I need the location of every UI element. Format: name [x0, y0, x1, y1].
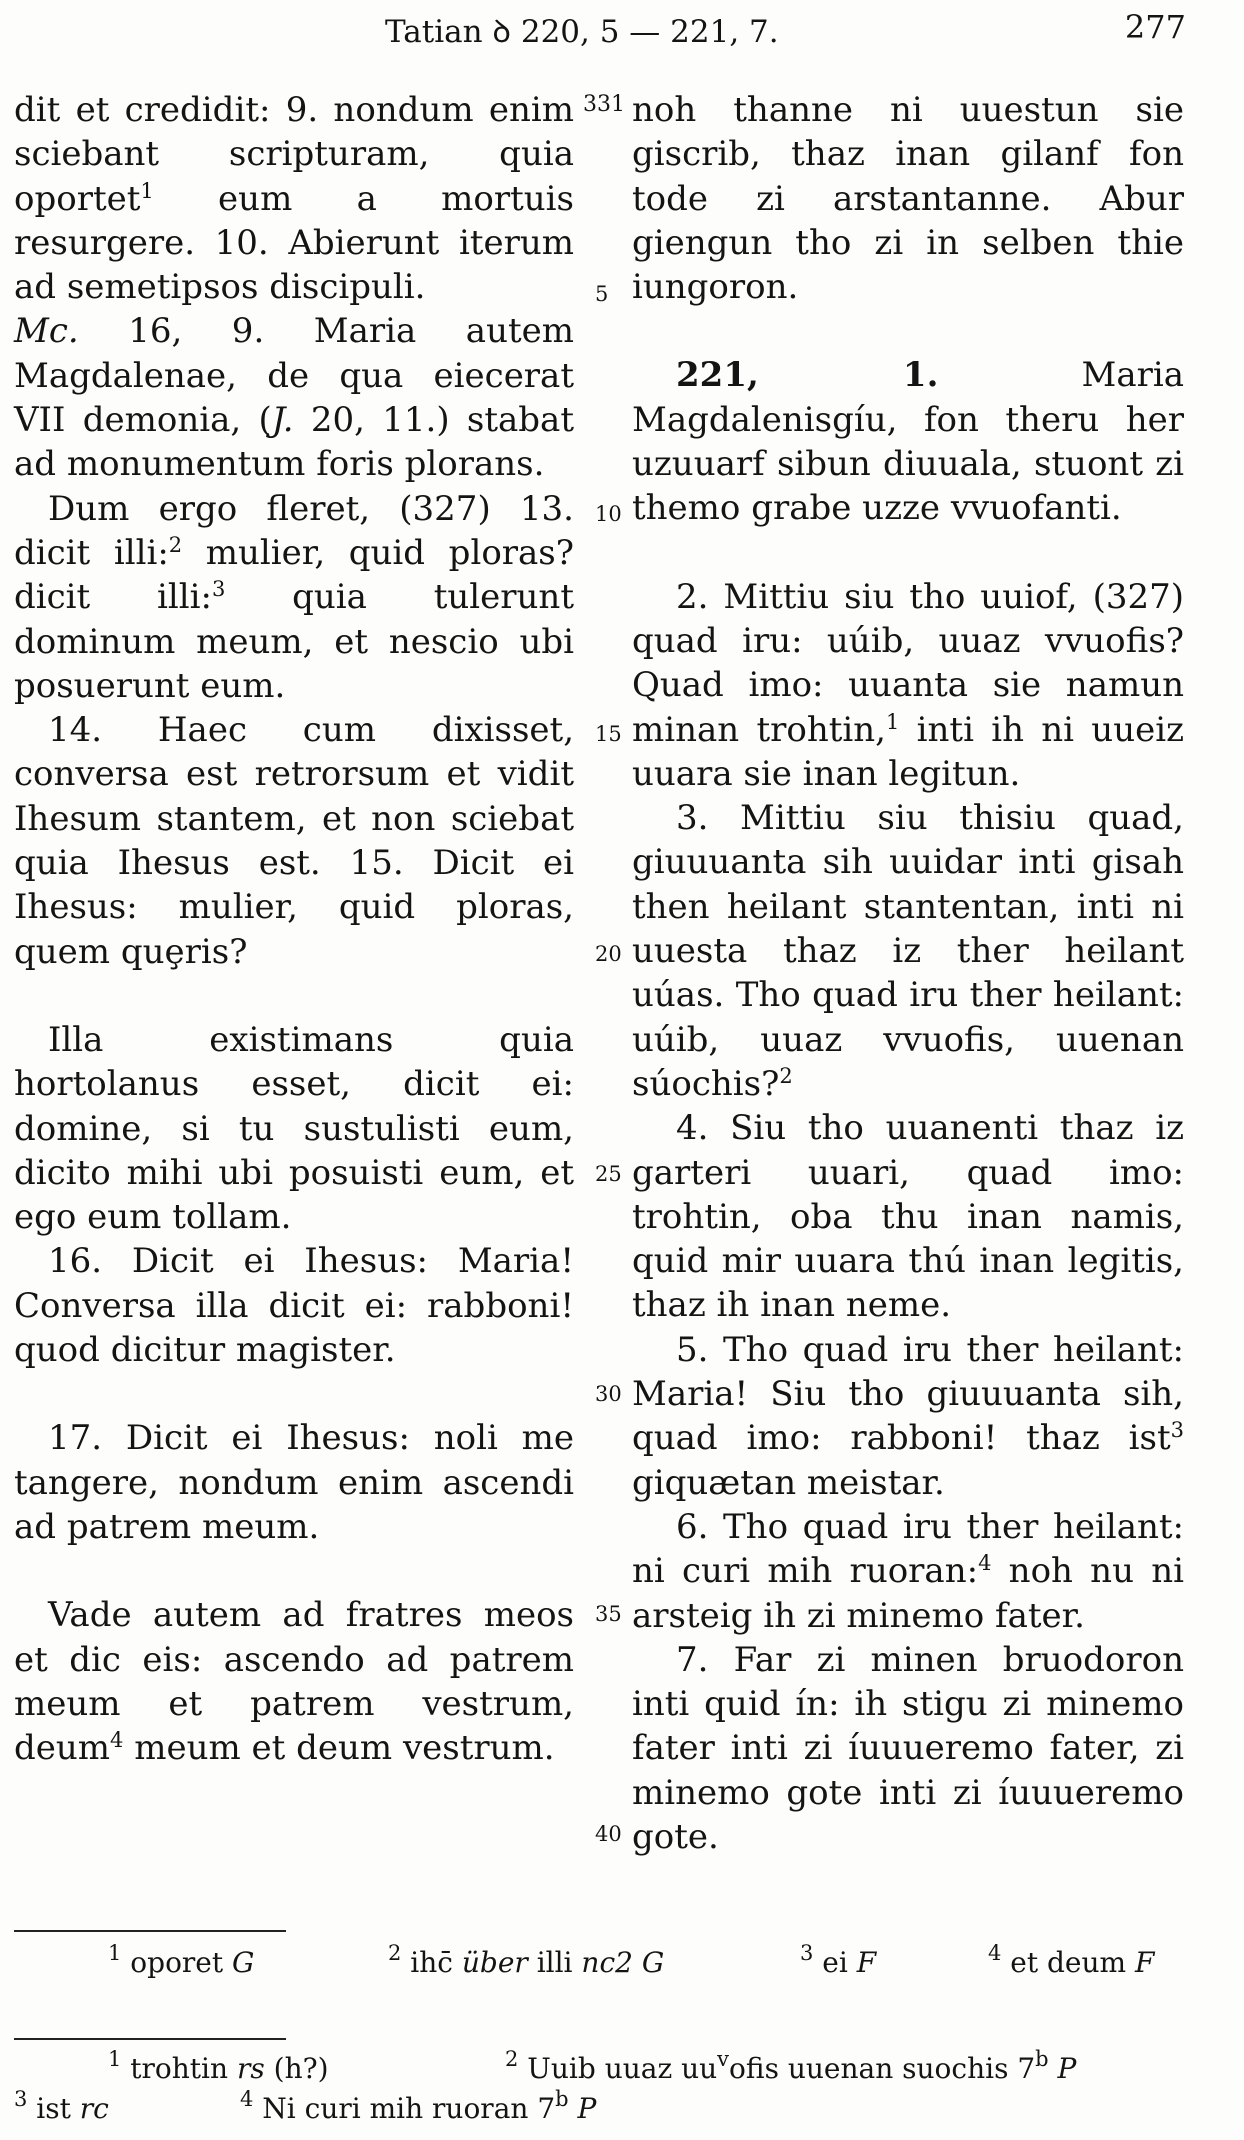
latin-footnote: $^4$ et deum F	[988, 1941, 1155, 1979]
footnote-mark: 2	[779, 1063, 793, 1088]
latin-column	[14, 88, 574, 1770]
line-number: 15	[595, 722, 622, 746]
latin-footnote: $^3$ ei F	[800, 1941, 877, 1979]
footnote-mark: 2	[168, 532, 183, 557]
latin-paragraph: Dum ergo fleret, (327) 13. dicit illi:$^2$ mulier, quid ploras? dicit illi:$^3$ quia tulerunt dominum meum, et nescio ubi posuerunt eum.	[14, 488, 574, 706]
line-number: 10	[595, 502, 622, 526]
column-marker: 331	[583, 92, 625, 117]
footnote-mark: 4	[978, 1551, 992, 1576]
footnote-mark: 1	[885, 709, 900, 734]
ohg-footnote: $^3$ ist rc	[14, 2087, 109, 2125]
gospel-reference: J.	[271, 400, 294, 441]
ohg-paragraph: 6. Tho quad iru ther heilant: ni curi mih ruoran:$^4$ noh nu ni arsteig ih zi minemo fater.	[632, 1506, 1184, 1636]
ohg-footnote: $^4$ Ni curi mih ruoran 7$^b$ P	[240, 2087, 597, 2125]
ohg-paragraph: 5. Tho quad iru ther heilant: Maria! Siu tho giuuuanta sih, quad imo: rabboni! thaz ist$^3$ giquætan meistar.	[632, 1329, 1184, 1503]
footnote-mark: 1	[140, 178, 154, 203]
latin-paragraph: Vade autem ad fratres meos et dic eis: ascendo ad patrem meum et patrem vestrum, deum$^4$ meum et deum vestrum.	[14, 1595, 574, 1769]
ohg-paragraph: noh thanne ni uuestun sie giscrib, thaz inan gilanf fon tode zi arstantanne. Abur giengun tho zi in selben thie iungoron.	[632, 90, 1184, 308]
latin-footnote: $^2$ ihc̄ über illi nc2 G	[388, 1941, 665, 1979]
ohg-footnote: $^1$ trohtin rs (h?)	[108, 2047, 329, 2085]
ohg-paragraph: 2. Mittiu siu tho uuiof, (327) quad iru: uúib, uuaz vvuofis? Quad imo: uuanta sie namun minan trohtin,$^1$ inti ih ni uueiz uuara sie inan legitun.	[632, 576, 1184, 794]
latin-paragraph: 16. Dicit ei Ihesus: Maria! Conversa illa dicit ei: rabboni! quod dicitur magister.	[14, 1241, 574, 1371]
ohg-paragraph: 221, 1. Maria Magdalenisgíu, fon theru her uzuuarf sibun diuuala, stuont zi themo grabe uzze vvuofanti.	[632, 355, 1184, 529]
ohg-footnote: $^2$ Uuib uuaz $uu^vofis$ uuenan suochis 7$^b$ P	[505, 2047, 1077, 2085]
page-number: 277	[1124, 8, 1186, 46]
ohg-paragraph: 7. Far zi minen bruodoron inti quid ín: ih stigu zi minemo fater inti zi íuuueremo fater, zi minemo gote inti zi íuuueremo gote.	[632, 1639, 1184, 1857]
footnote-mark: 3	[211, 577, 226, 602]
latin-paragraph: Illa existimans quia hortolanus esset, dicit ei: domine, si tu sustulisti eum, dicito mihi ubi posuisti eum, et ego eum tollam.	[14, 1019, 574, 1238]
latin-paragraph: dit et credidit: 9. nondum enim sciebant scripturam, quia oportet$^1$ eum a mortuis resurgere. 10. Abierunt iterum ad semetipsos discipuli.	[14, 90, 574, 308]
section-number: 221, 1.	[676, 355, 939, 396]
gospel-reference: Mc.	[14, 311, 79, 352]
latin-paragraph: 17. Dicit ei Ihesus: noli me tangere, nondum enim ascendi ad patrem meum.	[14, 1418, 574, 1547]
page-header	[0, 6, 1244, 54]
line-number: 5	[595, 282, 609, 306]
ohg-paragraph: 3. Mittiu siu thisiu quad, giuuuanta sih uuidar inti gisah then heilant stantentan, inti ni uuesta thaz iz ther heilant uúas. Tho quad iru ther heilant: uúib, uuaz vvuofis, uuenan súochis?$^2$	[632, 798, 1184, 1104]
line-number: 30	[595, 1382, 622, 1406]
line-number: 25	[595, 1162, 622, 1186]
line-number: 35	[595, 1602, 622, 1626]
ohg-column	[632, 88, 1184, 1859]
footnote-rule	[14, 1930, 286, 1932]
latin-footnote: $^1$ oporet G	[108, 1941, 255, 1979]
ohg-paragraph: 4. Siu tho uuanenti thaz iz garteri uuari, quad imo: trohtin, oba thu inan namis, quid mir uuara thú inan legitis, thaz ih inan neme.	[632, 1108, 1184, 1326]
latin-paragraph: 14. Haec cum dixisset, conversa est retrorsum et vidit Ihesum stantem, et non sciebat quia Ihesus est. 15. Dicit ei Ihesus: mulier, quid ploras, quem quȩris?	[14, 710, 574, 972]
latin-paragraph: Mc. 16, 9. Maria autem Magdalenae, de qua eiecerat VII demonia, (J. 20, 11.) stabat ad monumentum foris plorans.	[14, 311, 574, 485]
line-number: 20	[595, 942, 622, 966]
footnote-mark: 3	[1170, 1418, 1184, 1443]
running-title: Tatian ꝺ 220, 5 — 221, 7.	[385, 14, 779, 50]
footnote-rule	[14, 2038, 286, 2040]
footnote-mark: 4	[110, 1728, 124, 1753]
line-number: 40	[595, 1822, 622, 1846]
